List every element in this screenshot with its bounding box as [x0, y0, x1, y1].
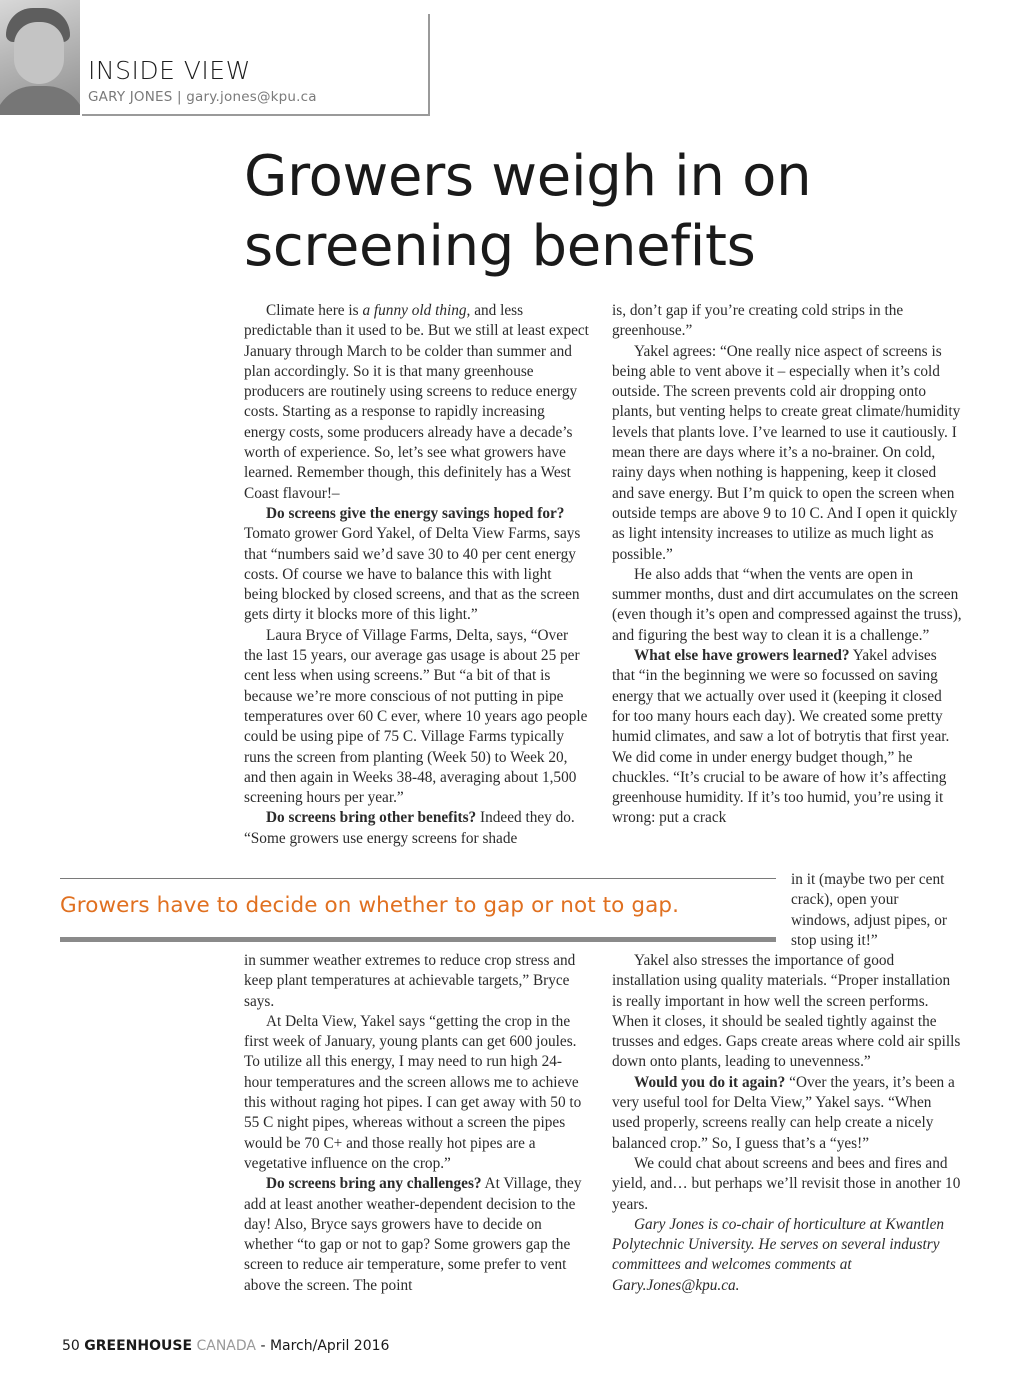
pull-quote-top-rule [60, 878, 776, 879]
subhead: Do screens give the energy savings hoped for? [266, 504, 565, 522]
paragraph: We could chat about screens and bees and fires and yield, and… but perhaps we’ll revisit those in another 10 years. [612, 1154, 961, 1213]
paragraph: He also adds that “when the vents are open in summer months, dust and dirt accumulates on the screen (even though it’s open and compressed against the truss), and figuring the best way to clean it is a challenge.” [612, 565, 962, 644]
subhead: Would you do it again? [634, 1073, 786, 1091]
paragraph: Yakel agrees: “One really nice aspect of screens is being able to vent above it – especially when it’s cold outside. The screen prevents cold air dropping onto plants, but venting helps to create great climate/humidity levels that plants love. I’ve learned to use it cautiously. I mean there are days where it’s a no-brainer. On cold, rainy days when nothing is happening, keep it closed and save energy. But I’m quick to open the screen when outside temps are above 9 to 10 C. And I open it quickly as light intensity increases to utilize as much light as possible.” [612, 342, 961, 563]
author-bio: Gary Jones is co-chair of horticulture at Kwantlen Polytechnic University. He serves on several industry committees and welcomes comments at Gary.Jones@kpu.ca. [612, 1215, 945, 1294]
text: At Village, they add at least another weather-dependent decision to the day! Also, Bryce says growers have to decide on whether “to gap or not to gap? Some growers gap the screen to reduce air temperature, some prefer to vent above the screen. The point [244, 1175, 582, 1294]
lead-paragraph [244, 301, 589, 504]
text: and less predictable than it used to be. But we still at least expect January through March to be colder than summer and plan accordingly. So it is that many greenhouse producers are routinely using screens to reduce energy costs. Starting as a response to rapidly increasing energy costs, some producers already have a decade’s worth of experience. So, let’s see what growers have learned. Remember though, this definitely has a West Coast flavour!– [244, 302, 589, 502]
article-title: Growers weigh in on screening benefits [244, 144, 812, 279]
text: “Over the years, it’s been a very useful tool for Delta View,” Yakel says. “When used properly, screens really can help create a nicely balanced crop.” So, I guess that’s a “yes!” [612, 1073, 955, 1152]
body-column-right-narrow [791, 870, 961, 951]
text: Yakel advises that “in the beginning we were so focussed on saving energy that we actually over used it (keeping it closed for too many hours each day). We created some pretty humid climates, and saw a lot of botrytis that first year. We did come in under energy budget though,” he chuckles. “It’s crucial to be aware of how it’s affecting greenhouse humidity. If it’s too humid, you’re using it wrong: put a crack [612, 647, 950, 827]
body-column-right-bottom [612, 951, 962, 1296]
text: Indeed they do. “Some growers use energy screens for shade [244, 809, 575, 847]
paragraph: in it (maybe two per cent crack), open your windows, adjust pipes, or stop using it!” [791, 871, 947, 949]
subhead-paragraph [244, 1174, 589, 1296]
author-byline: GARY JONES | gary.jones@kpu.ca [88, 89, 317, 105]
issue-date: - March/April 2016 [256, 1338, 390, 1354]
magazine-name: GREENHOUSE [84, 1338, 193, 1354]
subhead: Do screens bring other benefits? [266, 809, 477, 827]
page-footer [62, 1338, 389, 1354]
column-label: INSIDE VIEW [88, 56, 251, 85]
paragraph: Yakel also stresses the importance of good installation using quality materials. “Proper installation is really important in how well the screen performs. When it closes, it should be sealed tightly against the trusses and edges. Gaps create areas where cold air spills down onto plants, leading to unevenness.” [612, 952, 961, 1071]
emphasis: a funny old thing, [362, 302, 471, 319]
page-number: 50 [62, 1338, 80, 1354]
subhead-paragraph [244, 808, 589, 849]
body-column-right-top [612, 301, 962, 829]
text: Tomato grower Gord Yakel, of Delta View Farms, says that “numbers said we’d save 30 to 40 per cent energy costs. Of course we have to balance this with light being blocked by closed screens, and that as the screen gets dirty it blocks more of this light.” [244, 525, 581, 624]
paragraph: At Delta View, Yakel says “getting the crop in the first week of January, young plants can get 600 joules. To utilize all this energy, I may need to run high 24-hour temperatures and the screen allows me to achieve this without raging hot pipes. I can get away with 50 to 55 C night pipes, whereas without a screen the pipes would be 70 C+ and those really hot pipes are a vegetative influence on the crop.” [244, 1012, 582, 1172]
pull-quote: Growers have to decide on whether to gap or not to gap. [60, 893, 680, 918]
body-column-left-bottom [244, 951, 589, 1296]
text: Climate here is [266, 302, 363, 319]
magazine-name-light: CANADA [196, 1338, 256, 1354]
subhead-paragraph [612, 1073, 962, 1154]
author-photo [0, 0, 80, 115]
body-column-left-top [244, 301, 589, 849]
subhead-paragraph [244, 504, 589, 626]
pull-quote-bottom-rule [60, 937, 776, 942]
paragraph: Laura Bryce of Village Farms, Delta, says, “Over the last 15 years, our average gas usage is about 25 per cent less when using screens.” But “a bit of that is because we’re more conscious of not putting in pipe temperatures over 60 C ever, where 10 years ago people could be using pipe of 75 C. Village Farms typically runs the screen from planting (Week 50) to Week 20, and then again in Weeks 38-48, averaging about 1,500 screening hours per year.” [244, 626, 588, 807]
paragraph: in summer weather extremes to reduce crop stress and keep plant temperatures at achievable targets,” Bryce says. [244, 952, 576, 1010]
subhead: Do screens bring any challenges? [266, 1175, 482, 1193]
subhead: What else have growers learned? [634, 647, 850, 665]
paragraph: is, don’t gap if you’re creating cold strips in the greenhouse.” [612, 302, 904, 340]
subhead-paragraph [612, 646, 962, 829]
